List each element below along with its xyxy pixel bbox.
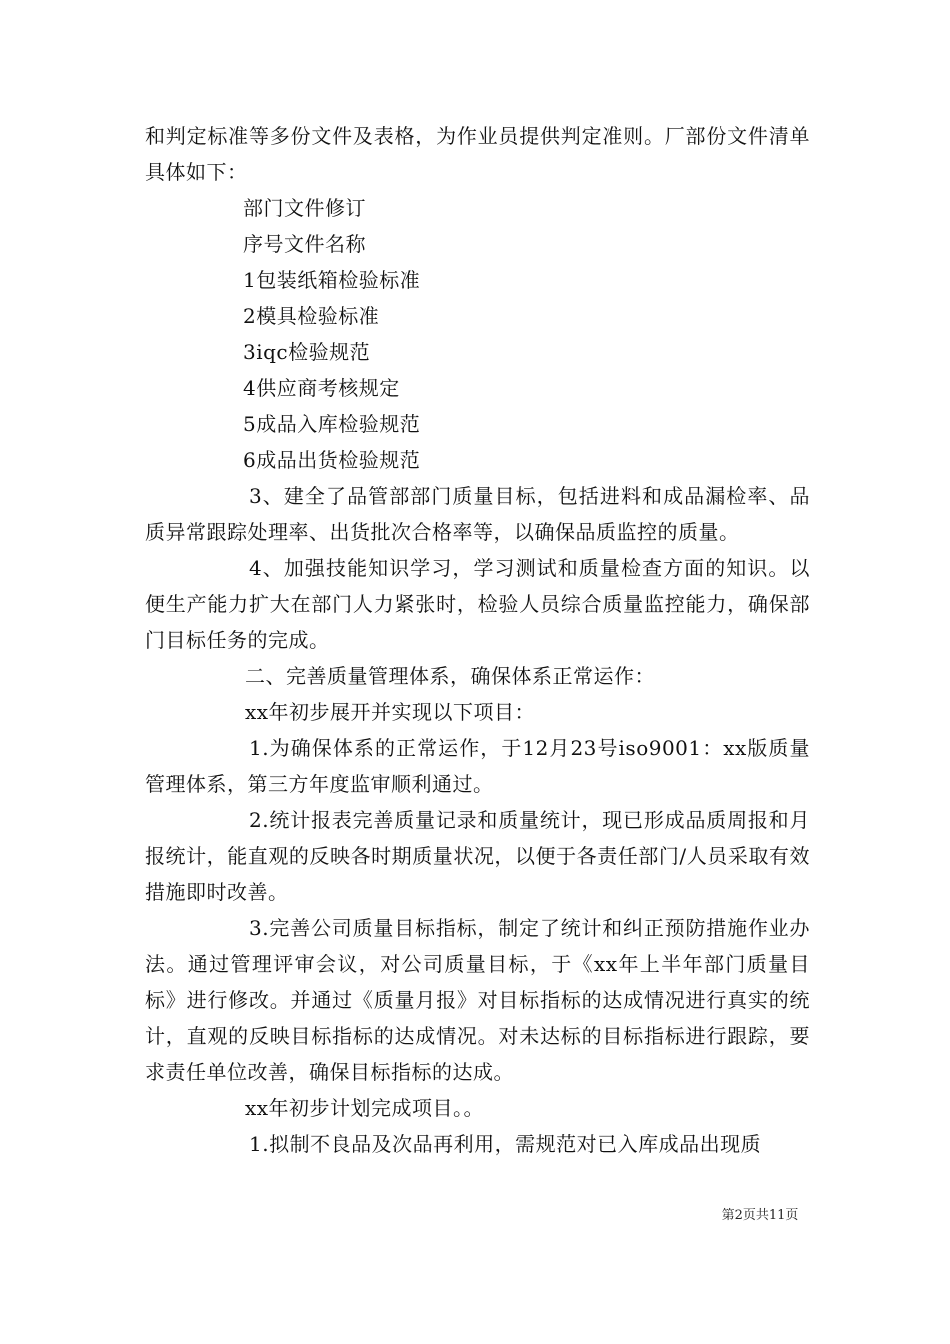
document-body (145, 118, 810, 1162)
paragraph-skill-training: 4、加强技能知识学习，学习测试和质量检查方面的知识。以便生产能力扩大在部门人力紧张时，检验人员综合质量监控能力，确保部门目标任务的完成。 (145, 556, 810, 652)
paragraph-subheading: xx年初步展开并实现以下项目： (245, 700, 536, 724)
paragraph-item-1: 1.为确保体系的正常运作，于12月23号iso9001：xx版质量管理体系，第三方年度监审顺利通过。 (145, 736, 810, 796)
list-item-header: 序号文件名称 (243, 232, 366, 256)
list-item: 6成品出货检验规范 (243, 448, 421, 472)
section-heading: 二、完善质量管理体系，确保体系正常运作： (245, 664, 655, 688)
paragraph-subheading: xx年初步计划完成项目。。 (245, 1096, 485, 1120)
list-item: 4供应商考核规定 (243, 376, 400, 400)
paragraph-item-2: 2.统计报表完善质量记录和质量统计，现已形成品质周报和月报统计，能直观的反映各时期质量状况，以便于各责任部门/人员采取有效措施即时改善。 (145, 808, 810, 904)
page-number-footer: 第2页共11页 (721, 1208, 799, 1223)
list-item: 1包装纸箱检验标准 (243, 268, 421, 292)
paragraph-item-3: 3.完善公司质量目标指标，制定了统计和纠正预防措施作业办法。通过管理评审会议，对公司质量目标，于《xx年上半年部门质量目标》进行修改。并通过《质量月报》对目标指标的达成情况进行真实的统计，直观的反映目标指标的达成情况。对未达标的目标指标进行跟踪，要求责任单位改善，确保目标指标的达成。 (145, 916, 810, 1084)
list-item: 5成品入库检验规范 (243, 412, 421, 436)
list-item: 3iqc检验规范 (243, 340, 371, 364)
paragraph-item-1-plan: 1.拟制不良品及次品再利用，需规范对已入库成品出现质 (249, 1132, 762, 1156)
list-item-dept-file-revision: 部门文件修订 (243, 196, 366, 220)
paragraph-quality-goals: 3、建全了品管部部门质量目标，包括进料和成品漏检率、品质异常跟踪处理率、出货批次合格率等，以确保品质监控的质量。 (145, 484, 810, 544)
list-item: 2模具检验标准 (243, 304, 380, 328)
paragraph-file-intro: 和判定标准等多份文件及表格，为作业员提供判定准则。厂部份文件清单具体如下： (145, 124, 810, 184)
